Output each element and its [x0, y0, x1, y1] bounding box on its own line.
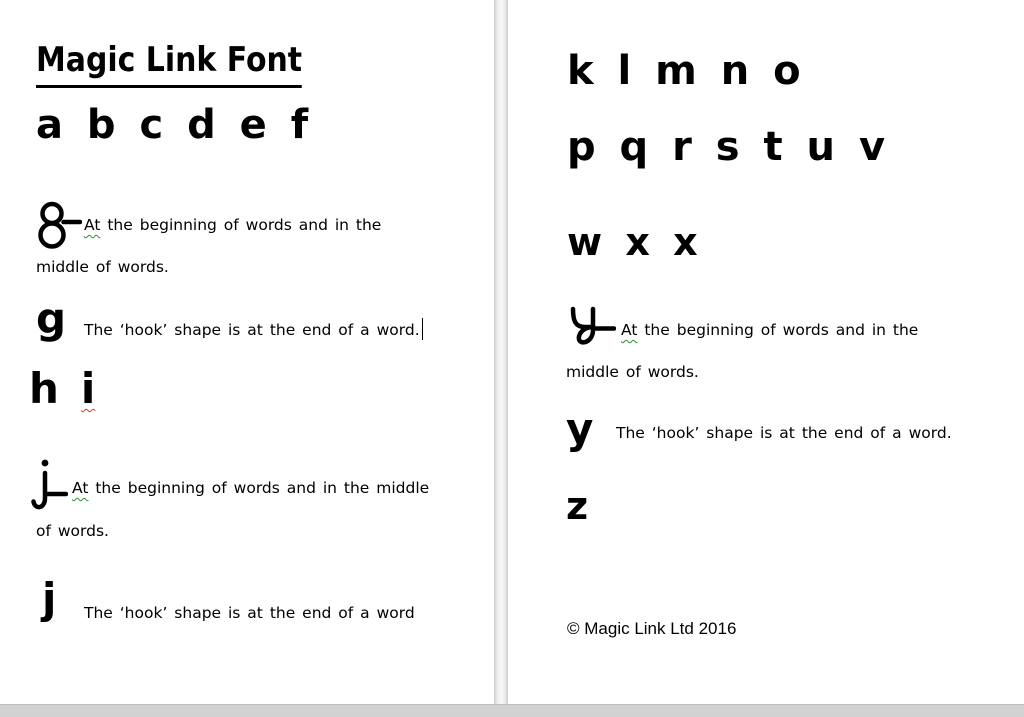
y-initial-note-line2: middle of words.: [566, 363, 699, 381]
alphabet-row-w-x: w x x: [567, 220, 699, 264]
j-initial-note-line2: of words.: [36, 522, 109, 540]
j-final-note: The ‘hook’ shape is at the end of a word: [84, 604, 415, 622]
g-final-note: [84, 318, 423, 340]
copyright-notice: © Magic Link Ltd 2016: [567, 619, 737, 638]
g-initial-note-line1: [84, 216, 381, 234]
y-initial-glyph: [566, 303, 616, 355]
g-initial-note-line2: middle of words.: [36, 258, 169, 276]
alphabet-row-p-v: p q r s t u v: [567, 124, 887, 170]
y-initial-note-line1: [621, 321, 918, 339]
note-text: the beginning of words and in the: [644, 321, 919, 339]
grammar-flagged-word: At: [621, 321, 638, 339]
letter-z: z: [566, 484, 589, 528]
document-page-2[interactable]: [508, 0, 1024, 704]
letter-row-h-i: [29, 364, 95, 413]
y-final-note: The ‘hook’ shape is at the end of a word.: [616, 424, 952, 442]
j-initial-glyph: [30, 458, 68, 516]
text-caret: [422, 318, 424, 340]
document-page-1[interactable]: [0, 0, 494, 704]
document-title: Magic Link Font: [36, 40, 302, 88]
j-initial-note-line1: [72, 479, 429, 497]
note-text: the beginning of words and in the middle: [95, 479, 430, 497]
j-final-letter: j: [42, 574, 57, 623]
page-gutter: [494, 0, 508, 704]
g-final-letter: g: [36, 294, 67, 343]
alphabet-row-k-o: k l m n o: [567, 48, 802, 94]
alphabet-row-a-f: a b c d e f: [36, 102, 310, 148]
horizontal-scrollbar-track[interactable]: [0, 704, 1024, 717]
letter-i-spellcheck: i: [80, 364, 96, 413]
note-text: The ‘hook’ shape is at the end of a word.: [84, 321, 420, 339]
letter-h: h: [29, 364, 59, 413]
grammar-flagged-word: At: [72, 479, 89, 497]
y-final-letter: y: [566, 404, 594, 453]
grammar-flagged-word: At: [84, 216, 101, 234]
note-text: the beginning of words and in the: [107, 216, 382, 234]
g-initial-glyph: [36, 200, 82, 252]
